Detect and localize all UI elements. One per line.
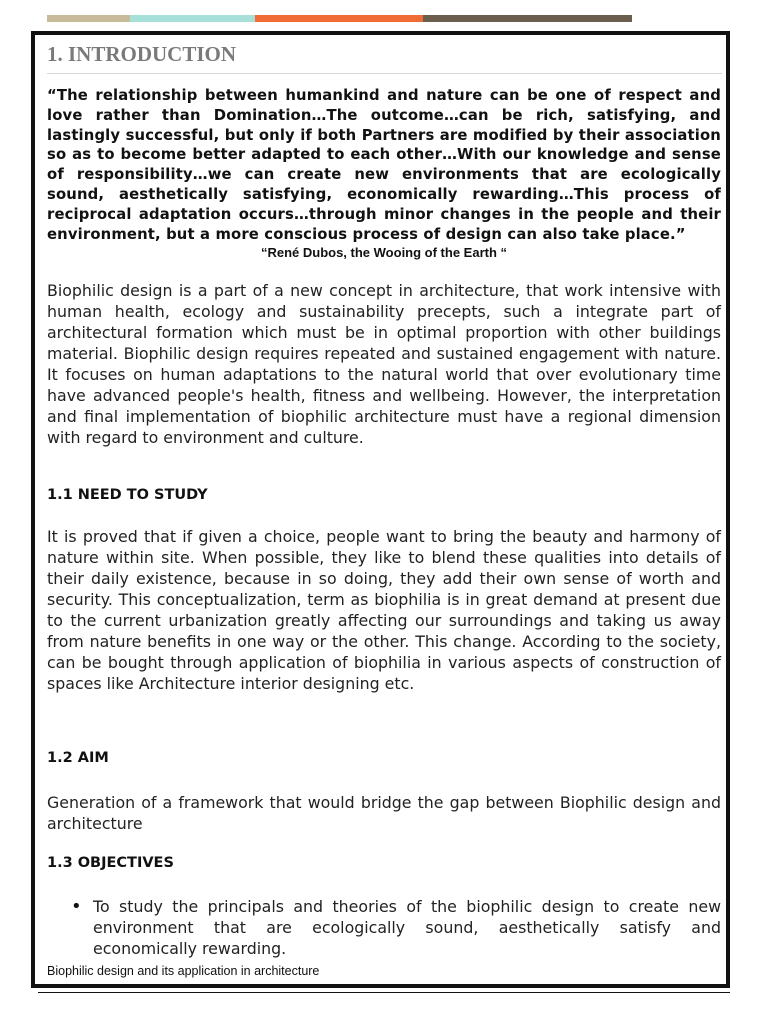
- decorative-color-bar: [47, 15, 632, 22]
- color-bar-segment-tan: [47, 15, 130, 22]
- aim-paragraph: Generation of a framework that would bridge the gap between Biophilic design and architecture: [47, 793, 721, 833]
- opening-quote: “The relationship between humankind and nature can be one of respect and love rather than Domination…The outcome…can be rich, satisfying, and lastingly successful, but only if both Partners are modified by their association so as to become better adapted to each other…With our knowledge and sense of responsibility…we can create new environments that are ecologically sound, aesthetically satisfying, economically rewarding…This process of reciprocal adaptation occurs…through minor changes in the people and their environment, but a more conscious process of design can also take place.”: [47, 87, 721, 243]
- color-bar-segment-aqua: [130, 15, 255, 22]
- bullet-icon: •: [71, 896, 82, 917]
- objectives-heading: 1.3 OBJECTIVES: [47, 855, 174, 871]
- need-to-study-heading: 1.1 NEED TO STUDY: [47, 487, 208, 503]
- intro-paragraph: Biophilic design is a part of a new concept in architecture, that work intensive with human health, ecology and sustainability precepts, such a integrate part of architectural formation which must be in optimal proportion with other buildings material. Biophilic design requires repeated and sustained engagement with nature. It focuses on human adaptations to the natural world that over evolutionary time have advanced people's health, fitness and wellbeing. However, the interpretation and final implementation of biophilic architecture must have a regional dimension with regard to environment and culture.: [47, 281, 721, 447]
- section-heading: 1. INTRODUCTION: [47, 42, 237, 66]
- page-border-underline: [38, 992, 730, 993]
- color-bar-segment-orange: [255, 15, 423, 22]
- quote-attribution: “René Dubos, the Wooing of the Earth “: [260, 245, 508, 260]
- aim-heading: 1.2 AIM: [47, 750, 109, 766]
- heading-rule: [47, 73, 722, 74]
- need-to-study-paragraph: It is proved that if given a choice, people want to bring the beauty and harmony of nature within site. When possible, they like to blend these qualities into details of their daily existence, because in so doing, they add their own sense of worth and security. This conceptualization, term as biophilia is in great demand at present due to the current urbanization greatly affecting our surroundings and taking us away from nature benefits in one way or the other. This change. According to the society, can be bought through application of biophilia in various aspects of construction of spaces like Architecture interior designing etc.: [47, 527, 721, 693]
- objective-item: To study the principals and theories of the biophilic design to create new environment that are ecologically sound, aesthetically satisfy and economically rewarding.: [93, 897, 721, 958]
- page-footer: Biophilic design and its application in architecture: [47, 964, 320, 978]
- color-bar-segment-brown: [423, 15, 632, 22]
